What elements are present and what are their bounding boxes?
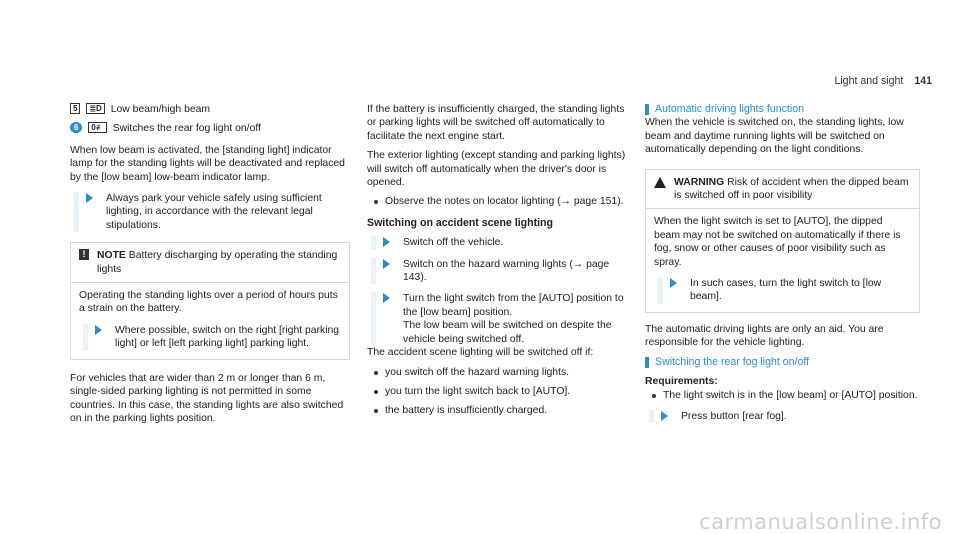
low-beam-icon: ≣D bbox=[86, 103, 104, 114]
column-1 bbox=[70, 103, 350, 425]
warning-step-text: In such cases, turn the light switch to [low beam]. bbox=[690, 278, 882, 303]
note-text: Operating the standing lights over a period of hours puts a strain on the battery. bbox=[79, 290, 338, 315]
item-number-6: 6 bbox=[70, 122, 82, 133]
rear-fog-icon: 0≢ bbox=[88, 122, 106, 133]
step-arrow-icon bbox=[670, 278, 677, 288]
step-arrow-icon bbox=[661, 411, 668, 421]
step-arrow-icon bbox=[86, 193, 93, 203]
warning-title: Risk of accident when the dipped beam is switched off in poor visibility bbox=[674, 176, 909, 202]
requirements-label: Requirements: bbox=[645, 376, 718, 388]
bullet-1: you switch off the hazard warning lights. bbox=[367, 366, 632, 379]
requirement-bullet: The light switch is in the [low beam] or [AUTO] position. bbox=[645, 389, 920, 402]
warning-step bbox=[654, 277, 911, 304]
page-header bbox=[834, 75, 932, 88]
legend-text-6: Switches the rear fog light on/off bbox=[112, 123, 261, 135]
paragraph-exterior: The exterior lighting (except standing and parking lights) will switch off automatically when the driver's door is opened. bbox=[367, 150, 626, 189]
step-bar bbox=[83, 324, 88, 351]
section-heading-auto-lights: Automatic driving lights function bbox=[645, 103, 920, 116]
step-arrow-icon bbox=[383, 259, 390, 269]
warning-box bbox=[645, 169, 920, 313]
watermark: carmanualsonline.info bbox=[699, 509, 942, 534]
step-park-safely bbox=[70, 192, 350, 232]
note-box bbox=[70, 242, 350, 359]
step-arrow-icon bbox=[383, 237, 390, 247]
warning-triangle-icon bbox=[654, 177, 666, 188]
column-2 bbox=[367, 103, 632, 418]
section-heading-rear-fog: Switching the rear fog light on/off bbox=[645, 356, 920, 369]
page-number: 141 bbox=[914, 75, 932, 87]
step-bar bbox=[658, 277, 663, 304]
exclamation-icon: ! bbox=[79, 249, 89, 260]
bullet-3: the battery is insufficiently charged. bbox=[367, 404, 632, 417]
bullet-locator: Observe the notes on locator lighting (→ page 151). bbox=[367, 195, 632, 208]
step-result: The low beam will be switched on despite the vehicle being switched off. bbox=[403, 320, 612, 345]
warning-header bbox=[646, 170, 919, 210]
step-switch-off bbox=[367, 236, 632, 249]
heading-accident-lighting: Switching on accident scene lighting bbox=[367, 216, 554, 229]
note-header bbox=[71, 243, 349, 283]
step-arrow-icon bbox=[95, 325, 102, 335]
warning-text: When the light switch is set to [AUTO], the dipped beam may not be switched on automatically if there is fog, snow or other causes of poor visibility such as spray. bbox=[654, 216, 901, 268]
step-bar bbox=[371, 236, 376, 249]
step-bar bbox=[74, 192, 79, 232]
step-text: Switch on the hazard warning lights (→ page 143). bbox=[403, 258, 610, 284]
note-title: Battery discharging by operating the standing lights bbox=[97, 250, 338, 275]
legend-item-5 bbox=[70, 103, 350, 116]
paragraph-auto-lights: When the vehicle is switched on, the standing lights, low beam and daytime running lights will be switched on automatically depending on the light conditions. bbox=[645, 117, 904, 156]
step-bar bbox=[649, 410, 654, 423]
step-bar bbox=[371, 292, 376, 346]
item-number-5: 5 bbox=[70, 103, 80, 114]
step-text: Switch off the vehicle. bbox=[403, 237, 504, 249]
step-bar bbox=[371, 258, 376, 285]
paragraph-wide-vehicles: For vehicles that are wider than 2 m or longer than 6 m, single-sided parking lighting is not permitted in some countries. In this case, the standing lights are also switched on in the parking lights position. bbox=[70, 372, 344, 424]
warning-label: WARNING bbox=[674, 176, 725, 188]
note-label: NOTE bbox=[97, 250, 126, 262]
step-text: Turn the light switch from the [AUTO] position to the [low beam] position. bbox=[403, 293, 624, 318]
paragraph-aid: The automatic driving lights are only an aid. You are responsible for the vehicle lighting. bbox=[645, 323, 884, 349]
paragraph-switched-off-if: The accident scene lighting will be switched off if: bbox=[367, 347, 594, 359]
column-3 bbox=[645, 103, 920, 423]
warning-body bbox=[646, 209, 919, 311]
legend-item-6 bbox=[70, 122, 350, 135]
step-turn-switch bbox=[367, 292, 632, 346]
paragraph-battery: If the battery is insufficiently charged, the standing lights or parking lights will be switched off automatically to facilitate the next engine start. bbox=[367, 104, 625, 142]
note-step-text: Where possible, switch on the right [right parking light] or left [left parking light] parking light. bbox=[115, 324, 340, 350]
step-text: Press button [rear fog]. bbox=[681, 410, 787, 422]
note-step bbox=[79, 324, 341, 351]
step-arrow-icon bbox=[383, 293, 390, 303]
legend-text-5: Low beam/high beam bbox=[110, 104, 211, 115]
paragraph-low-beam: When low beam is activated, the [standing light] indicator lamp for the standing lights will be deactivated and replaced by the [low beam] low-beam indicator lamp. bbox=[70, 144, 345, 183]
step-press-button bbox=[645, 410, 920, 423]
step-hazard bbox=[367, 258, 632, 285]
note-body bbox=[71, 283, 349, 359]
bullet-2: you turn the light switch back to [AUTO]. bbox=[367, 385, 632, 398]
step-text: Always park your vehicle safely using sufficient lighting, in accordance with the relevant legal stipulations. bbox=[106, 193, 322, 231]
section-title: Light and sight bbox=[834, 75, 904, 87]
